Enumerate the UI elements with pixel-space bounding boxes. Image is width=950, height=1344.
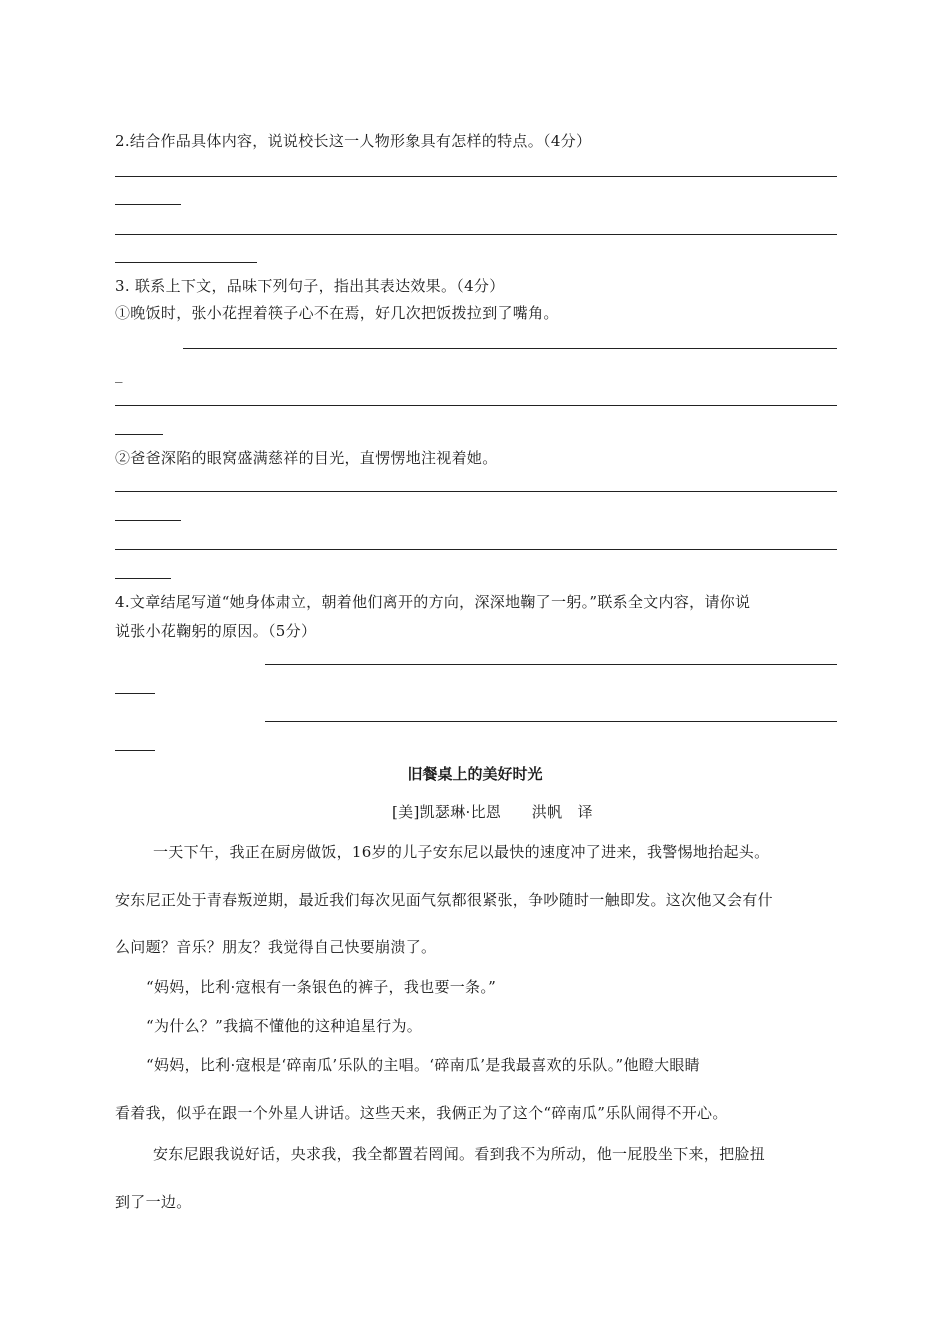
- question-4-line-2: 说张小花鞠躬的原因。（5分）: [115, 622, 317, 640]
- answer-line: [265, 664, 837, 665]
- paragraph-1-line-2: 安东尼正处于青春叛逆期，最近我们每次见面气氛都很紧张，争吵随时一触即发。这次他又会有什: [115, 891, 773, 909]
- answer-line: [115, 176, 837, 177]
- answer-line: [115, 520, 181, 521]
- paragraph-4-line-1: “妈妈，比利·寇根是‘碎南瓜’乐队的主唱。‘碎南瓜’是我最喜欢的乐队。”他瞪大眼睛: [146, 1056, 700, 1074]
- article-title: 旧餐桌上的美好时光: [407, 765, 543, 783]
- question-3-sentence-2: ②爸爸深陷的眼窝盛满慈祥的目光，直愣愣地注视着她。: [115, 449, 498, 467]
- question-3: 3. 联系上下文，品味下列句子，指出其表达效果。（4分）: [115, 277, 505, 295]
- answer-line: [115, 434, 163, 435]
- question-2: 2.结合作品具体内容，说说校长这一人物形象具有怎样的特点。（4分）: [115, 132, 592, 150]
- answer-line: [183, 348, 837, 349]
- paragraph-1-line-1: 一天下午，我正在厨房做饭，16岁的儿子安东尼以最快的速度冲了进来，我警惕地抬起头。: [153, 843, 770, 861]
- answer-line: [115, 578, 171, 579]
- article-byline: [美]凯瑟琳·比恩 洪帆 译: [392, 803, 593, 821]
- paragraph-5-line-2: 到了一边。: [115, 1193, 192, 1211]
- answer-line: [115, 750, 155, 751]
- paragraph-3: “为什么？”我搞不懂他的这种追星行为。: [146, 1017, 423, 1035]
- paragraph-2: “妈妈，比利·寇根有一条银色的裤子，我也要一条。”: [146, 978, 497, 996]
- question-3-sentence-1: ①晚饭时，张小花捏着筷子心不在焉，好几次把饭拨拉到了嘴角。: [115, 304, 559, 322]
- answer-line: [265, 721, 837, 722]
- answer-line: [115, 491, 837, 492]
- stray-dash: _: [115, 365, 123, 383]
- answer-line: [115, 549, 837, 550]
- answer-line: [115, 262, 257, 263]
- paragraph-4-line-2: 看着我，似乎在跟一个外星人讲话。这些天来，我俩正为了这个“碎南瓜”乐队闹得不开心。: [115, 1104, 728, 1122]
- question-4-line-1: 4.文章结尾写道“她身体肃立，朝着他们离开的方向，深深地鞠了一躬。”联系全文内容，请你说: [115, 593, 751, 611]
- paragraph-5-line-1: 安东尼跟我说好话，央求我，我全都置若罔闻。看到我不为所动，他一屁股坐下来，把脸扭: [153, 1145, 766, 1163]
- answer-line: [115, 693, 155, 694]
- answer-line: [115, 204, 181, 205]
- answer-line: [115, 405, 837, 406]
- answer-line: [115, 234, 837, 235]
- paragraph-1-line-3: 么问题？音乐？朋友？我觉得自己快要崩溃了。: [115, 938, 437, 956]
